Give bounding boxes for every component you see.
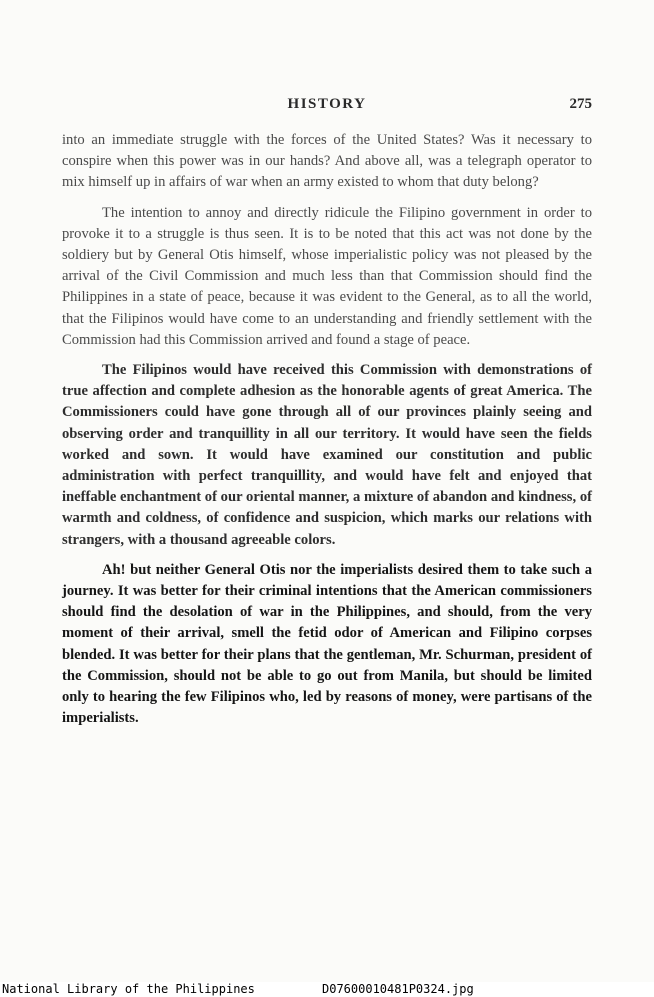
paragraph-commission: The Filipinos would have received this Commission with demonstrations of true affection and complete adhesion as the honorable agents of great America. The Commissioners could have gone through all of our provinces plainly seeing and observing order and tranquillity in all our territory. It would have seen the fields worked and sown. It would have examined our constitution and public administration with perfect tranquillity, and would have felt and enjoyed that ineffable enchantment of our oriental manner, a mixture of abandon and kindness, of warmth and coldness, of confidence and suspicion, which marks our relations with strangers, with a thousand agreeable colors. (62, 362, 592, 548)
paragraph-continuation: into an immediate struggle with the forces of the United States? Was it necessary to conspire when this power was in our hands? And above all, was a telegraph operator to mix himself up in affairs of war when an army existed to whom that duty belong? (62, 132, 592, 191)
running-head (62, 96, 592, 118)
page-number: 275 (569, 96, 592, 112)
paragraph-intention: The intention to annoy and directly ridicule the Filipino government in order to provoke it to a struggle is thus seen. It is to be noted that this act was not done by the soldiery but by General Otis himself, whose imperialistic policy was not pleased by the arrival of the Civil Commission and much less than that Commission should find the Philippines in a state of peace, because it was evident to the General, as to all the world, that the Filipinos would have come to an understanding and friendly settlement with the Commission had this Commission arrived and found a stage of peace. (62, 204, 592, 348)
running-title: HISTORY (287, 96, 367, 112)
footer-filename: D07600010481P0324.jpg (322, 982, 474, 996)
scan-footer (0, 982, 654, 997)
paragraph-otis: Ah! but neither General Otis nor the imperialists desired them to take such a journey. It was better for their criminal intentions that the American commissioners should find the desolation of war in the Philippines, and should, from the very moment of their arrival, smell the fetid odor of American and Filipino corpses blended. It was better for their plans that the gentleman, Mr. Schurman, president of the Commission, should not be able to go out from Manila, but should be limited only to hearing the few Filipinos who, led by reasons of money, were partisans of the imperialists. (62, 561, 592, 727)
footer-library: National Library of the Philippines (2, 982, 255, 996)
body-text (62, 130, 592, 729)
